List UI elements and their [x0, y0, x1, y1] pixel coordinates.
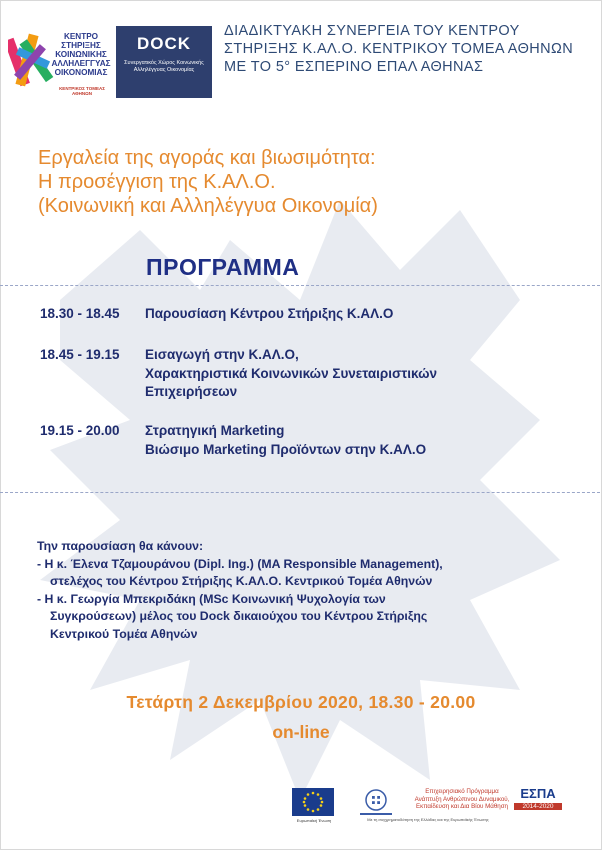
- dock-logo: [116, 26, 212, 98]
- operational-program-logo: [414, 788, 510, 811]
- schedule-line: Παρουσίαση Κέντρου Στήριξης Κ.ΑΛ.Ο: [145, 306, 394, 321]
- schedule-description: [145, 422, 545, 459]
- kalo-logo: [8, 26, 112, 96]
- program-heading: ΠΡΟΓΡΑΜΜΑ: [146, 254, 300, 280]
- schedule-line: Βιώσιμο Marketing Προϊόντων στην Κ.ΑΛ.Ο: [145, 441, 427, 457]
- kalo-logo-line: ΚΟΙΝΩΝΙΚΗΣ: [55, 50, 107, 59]
- event-subtitle: [38, 146, 558, 218]
- eu-flag-icon: [292, 788, 334, 816]
- event-date: Τετάρτη 2 Δεκεμβρίου 2020, 18.30 - 20.00: [126, 692, 476, 712]
- espa-logo: [514, 787, 562, 819]
- espa-title: ΕΣΠΑ: [520, 786, 556, 801]
- presenters-intro: Την παρουσίαση θα κάνουν:: [37, 539, 204, 553]
- program-line: Εκπαίδευση και Δια Βίου Μάθηση: [416, 803, 508, 810]
- dock-logo-tagline: Συνεργατικός Χώρος Κοινωνικής Αλληλέγγυας Οικονομίας: [124, 60, 204, 73]
- schedule-line: Εισαγωγή στην Κ.ΑΛ.Ο,: [145, 347, 299, 362]
- presenter-2-line-2: Συγκρούσεων) μέλος του Dock δικαιούχου του Κέντρου Στήριξης: [50, 609, 428, 623]
- kalo-logo-line: ΑΛΛΗΛΕΓΓΥΑΣ: [51, 59, 111, 68]
- subtitle-line-2: Η προσέγγιση της Κ.ΑΛ.Ο.: [38, 171, 276, 193]
- kalo-logo-subtitle: ΚΕΝΤΡΙΚΟΣ ΤΟΜΕΑΣ ΑΘΗΝΩΝ: [59, 86, 105, 96]
- kalo-logo-text: [48, 32, 114, 77]
- espa-years: 2014-2020: [514, 803, 562, 810]
- header-title: ΔΙΑΔΙΚΤΥΑΚΗ ΣΥΝΕΡΓΕΙΑ ΤΟΥ ΚΕΝΤΡΟΥ ΣΤΗΡΙΞΗΣ Κ.ΑΛ.Ο. ΚΕΝΤΡΙΚΟΥ ΤΟΜΕΑ ΑΘΗΝΩΝ ΜΕ ΤΟ 5° ΕΣΠΕΡΙΝΟ ΕΠΑΛ ΑΘΗΝΑΣ: [224, 23, 574, 75]
- schedule-line: Στρατηγική Marketing: [145, 423, 285, 438]
- schedule-time: 18.30 - 18.45: [40, 306, 120, 321]
- subtitle-line-3: (Κοινωνική και Αλληλέγγυα Οικονομία): [38, 195, 378, 217]
- schedule-description: [145, 305, 545, 324]
- ministry-emblem-icon: [354, 786, 398, 818]
- program-line: Επιχειρησιακό Πρόγραμμα: [425, 788, 499, 795]
- kalo-logo-line: ΣΤΗΡΙΞΗΣ: [61, 41, 101, 50]
- schedule-time: 18.45 - 19.15: [40, 347, 120, 362]
- presenter-2-line-1: - Η κ. Γεωργία Μπεκριδάκη (MSc Κοινωνική Ψυχολογία των: [37, 591, 386, 606]
- program-line: Ανάπτυξη Ανθρώπινου Δυναμικού,: [414, 795, 510, 803]
- presenters-block: [37, 538, 577, 643]
- schedule-line: Χαρακτηριστικά Κοινωνικών Συνεταιριστικών: [145, 365, 438, 381]
- bottom-divider: [0, 492, 600, 493]
- presenter-1-line-2: στελέχος του Κέντρου Στήριξης Κ.ΑΛ.Ο. Κεντρικού Τομέα Αθηνών: [50, 574, 433, 588]
- dock-logo-brand: DOCK: [136, 34, 192, 53]
- cofunding-note: Με τη συγχρηματοδότηση της Ελλάδας και της Ευρωπαϊκής Ένωσης: [367, 817, 489, 822]
- presenter-2-line-3: Κεντρικού Τομέα Αθηνών: [50, 626, 198, 641]
- presenter-1-line-1: - Η κ. Έλενα Τζαμουράνου (Dipl. Ing.) (MA Responsible Management),: [37, 556, 443, 571]
- event-mode: on-line: [272, 722, 330, 742]
- kalo-logo-line: ΚΕΝΤΡΟ: [63, 32, 99, 41]
- kalo-logo-line: ΟΙΚΟΝΟΜΙΑΣ: [54, 68, 108, 77]
- schedule-time: 19.15 - 20.00: [40, 423, 120, 438]
- eu-stars-icon: [292, 788, 334, 816]
- greek-emblem-icon: [354, 786, 398, 818]
- eu-caption: Ευρωπαϊκή Ένωση: [296, 818, 332, 823]
- subtitle-line-1: Εργαλεία της αγοράς και βιωσιμότητα:: [38, 147, 376, 169]
- top-divider: [0, 285, 600, 286]
- schedule-description: [145, 346, 545, 402]
- schedule-line: Επιχειρήσεων: [145, 384, 238, 399]
